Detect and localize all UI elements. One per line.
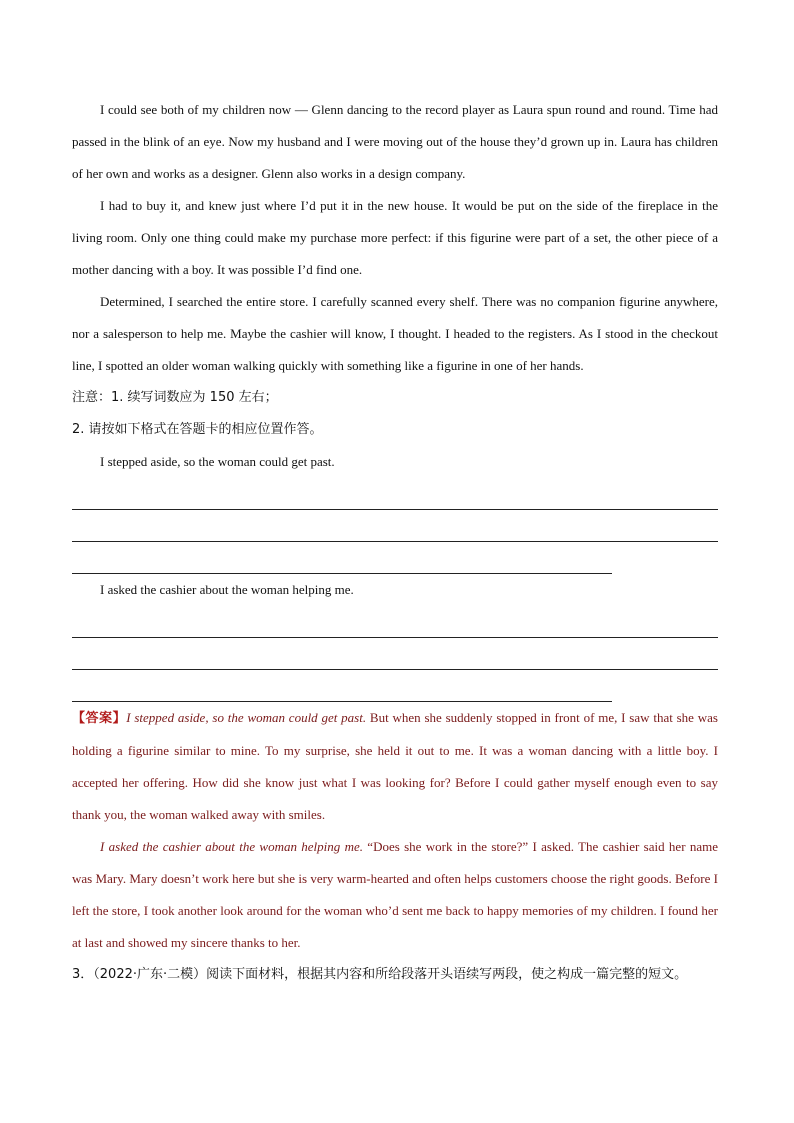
answer-blank-line xyxy=(72,542,612,574)
answer-body-2: “Does she work in the store?” I asked. The cashier said her name was Mary. Mary doesn’t work here but she is very warm-hearted and often helps customers choose the right goods. Before I left the store, I took another look around for the woman who’d sent me back to happy memories of my children. I found her at last and showed my sincere thanks to her. xyxy=(72,839,718,950)
answer-blank-line xyxy=(72,638,718,670)
passage-paragraph-1: I could see both of my children now — Glenn dancing to the record player as Laura spun round and round. Time had passed in the blink of an eye. Now my husband and I were moving out of the house they’d grown up in. Laura has children of her own and works as a designer. Glenn also works in a design company. xyxy=(72,102,718,181)
passage-paragraph-3: Determined, I searched the entire store. I carefully scanned every shelf. There was no companion figurine anywhere, nor a salesperson to help me. Maybe the cashier will know, I thought. I headed to the registers. As I stood in the checkout line, I spotted an older woman walking quickly with something like a figurine in one of her hands. xyxy=(72,294,718,373)
note-format: 2. 请按如下格式在答题卡的相应位置作答。 xyxy=(72,422,323,437)
answer-blank-line xyxy=(72,606,718,638)
document-page xyxy=(72,94,718,991)
answer-lead-sentence-2: I asked the cashier about the woman helping me. xyxy=(100,839,363,854)
prompt-second-paragraph: I asked the cashier about the woman helping me. xyxy=(100,582,354,597)
answer-lead-sentence-1: I stepped aside, so the woman could get past. xyxy=(126,710,367,725)
answer-blank-line xyxy=(72,478,718,510)
note-word-count: 注意：1. 续写词数应为 150 左右； xyxy=(72,390,278,405)
answer-body-1: But when she suddenly stopped in front of me, I saw that she was holding a figurine similar to mine. To my surprise, she held it out to me. It was a woman dancing with a little boy. I accepted her offering. How did she know just what I was looking for? Before I could gather myself enough even to say thank you, the woman walked away with smiles. xyxy=(72,710,718,822)
answer-blank-line xyxy=(72,670,612,702)
answer-paragraph-2 xyxy=(72,831,718,959)
question-3-heading: 3．（2022·广东·二模）阅读下面材料，根据其内容和所给段落开头语续写两段，使之构成一篇完整的短文。 xyxy=(72,967,688,982)
answer-blank-line xyxy=(72,510,718,542)
passage-paragraph-2: I had to buy it, and knew just where I’d put it in the new house. It would be put on the side of the fireplace in the living room. Only one thing could make my purchase more perfect: if this figurine were part of a set, the other piece of a mother dancing with a boy. It was possible I’d find one. xyxy=(72,198,718,277)
prompt-first-paragraph: I stepped aside, so the woman could get past. xyxy=(100,454,335,469)
answer-paragraph-1 xyxy=(72,702,718,831)
answer-tag: 【答案】 xyxy=(72,711,127,726)
